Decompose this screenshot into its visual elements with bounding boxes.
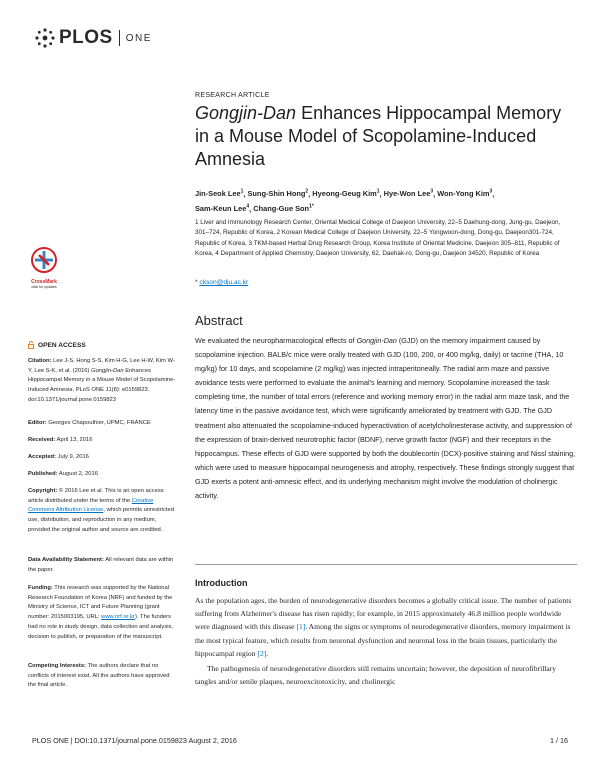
- abstract-text: We evaluated the neuropharmacological effects of Gongjin-Dan (GJD) on the memory impairment caused by scopolamine injection. BALB/c mice were orally treated with GJD (100, 200, or 400 mg/kg, daily) or tacrine (THA, 10 mg/kg) for 10 days, and scopolamine (2 mg/kg) was injected intraperitoneally. The radial arm maze and passive avoidance tests were performed to evaluate the animal's learning and memory. Scopolamine increased the task completing time, the number of total errors (reference and working memory error) in the radial arm maze task, and the latency time in the passive avoidance test, which were significantly ameliorated by treatment with GJD. The GJD treatment also attenuated the scopolamine-induced hyperactivation of acetylcholinesterase activity, and suppression of the expression of brain-derived neurotrophic factor (BDNF), nerve growth factor (NGF) and their receptors in the hippocampus. These effects of GJD were supported by both the doublecortin (DCX)-positive staining and Nissl staining, which were used to measure hippocampal neurogenesis and atrophy, respectively. These findings strongly suggest that GJD exerts a potent anti-amnesic effect, and its underlying mechanism might involve the modulation of cholinergic activity.: [195, 336, 576, 501]
- editor-block: Editor: Georges Chapouthier, UPMC, FRANCE: [28, 420, 151, 426]
- abstract-heading: Abstract: [195, 313, 243, 328]
- plos-one-logo[interactable]: [34, 26, 152, 50]
- open-lock-icon: [28, 341, 34, 349]
- published-block: Published: August 2, 2016: [28, 471, 98, 477]
- logo-word: PLOS: [59, 27, 113, 48]
- section-divider: [195, 564, 577, 565]
- funding-block: Funding: This research was supported by the National Research Foundation of Korea (NRF) and funded by the Ministry of Science, ICT and Future Planning (grant number: 2015003195, URL: www.nrf.re.kr). The funders had no role in study design, data collection and analysis, decision to publish, or preparation of the manuscript.: [28, 585, 174, 640]
- received-block: Received: April 13, 2016: [28, 437, 93, 443]
- author-name[interactable]: Chang-Gue Son$^{1*}$: [253, 203, 314, 214]
- article-title: [195, 102, 575, 171]
- logo-separator: [119, 30, 120, 46]
- logo-sub: ONE: [125, 32, 152, 44]
- citation-block: Citation: Lee J-S, Hong S-S, Kim H-G, Lee H-W, Kim W-Y, Lee S-K, et al. (2016) Gongjin-Dan Enhances Hippocampal Memory in a Mouse Model of Scopolamine-Induced Amnesia. PLoS ONE 11(8): e0159823. doi:10.1371/journal.pone.0159823: [28, 358, 176, 403]
- data-availability-block: Data Availability Statement: All relevant data are within the paper.: [28, 557, 174, 573]
- title-rest: Enhances Hippocampal Memory in a Mouse Model of Scopolamine-Induced Amnesia: [195, 103, 562, 169]
- author-name[interactable]: Sam-Keun Lee$^4$: [195, 203, 250, 214]
- crossmark-label: CrossMark: [31, 279, 57, 285]
- author-name[interactable]: Won-Yong Kim$^3$: [437, 189, 493, 199]
- author-list: Jin-Seok Lee$^1$, Sung-Shin Hong$^2$, Hyeong-Geug Kim$^1$, Hye-Won Lee$^3$, Won-Yong Kim$^3$, Sam-Keun Lee$^4$, Chang-Gue Son$^{1*}$: [195, 189, 495, 214]
- introduction-text: [195, 594, 577, 688]
- corresponding-email: * ckson@dju.ac.kr: [195, 279, 249, 286]
- open-access-badge: [28, 341, 86, 349]
- intro-paragraph: As the population ages, the burden of neurodegenerative disorders becomes a globally critical issue. The number of patients suffering from Alzheimer's disease has risen rapidly; for example, in 2015 approximately 46.8 million people worldwide were diagnosed with this disease [1]. Among the signs or symptoms of neurodegenerative disorders, memory impairment is the most typical feature, which results from neuronal dysfunction and neuronal loss in the brain tissues, particularly the hippocampal region [2].: [195, 596, 572, 658]
- crossmark-icon: [31, 247, 57, 273]
- title-italic: Gongjin-Dan: [195, 103, 297, 123]
- intro-paragraph: The pathogenesis of neurodegenerative disorders still remains uncertain; however, the deposition of neurofibrillary tangles and/or senile plaques, neuroexcitotoxicity, and cholinergic: [195, 664, 557, 687]
- author-name[interactable]: Hye-Won Lee$^3$: [383, 189, 434, 199]
- introduction-heading: Introduction: [195, 578, 248, 588]
- reference-link[interactable]: [2]: [257, 648, 267, 658]
- competing-interests-block: Competing Interests: The authors declare that no conflicts of interest exist. All the authors have approved the final article.: [28, 663, 170, 689]
- affiliations: 1 Liver and Immunology Research Center, Oriental Medical College of Daejeon University, 22–5 Daehung-dong, Jung-gu, Daejeon, 301–724, Republic of Korea, 2 Korean Medical College of Daejeon University, 22–5 Yongwoon-dong, Dong-gu, Daejeon301-724, Republic of Korea, 3 TKM-based Herbal Drug Research Group, Korea Institute of Oriental Medicine, Daejeon 305–811, Republic of Korea, 4 Department of Applied Chemistry, Daejeon University, 62, Daehak-ro, Dong-gu, Daejeon 34520, Republic of Korea: [195, 219, 561, 257]
- author-name[interactable]: Sung-Shin Hong$^2$: [247, 189, 309, 199]
- open-access-label: OPEN ACCESS: [38, 341, 86, 349]
- crossmark-badge[interactable]: [28, 247, 60, 289]
- crossmark-sub: click for updates: [31, 285, 57, 289]
- article-type: RESEARCH ARTICLE: [195, 92, 270, 99]
- license-link[interactable]: Creative Commons Attribution License: [28, 497, 154, 514]
- email-link[interactable]: ckson@dju.ac.kr: [199, 279, 249, 286]
- author-name[interactable]: Jin-Seok Lee$^1$: [195, 189, 244, 199]
- copyright-block: Copyright: © 2016 Lee et al. This is an open access article distributed under the terms of the Creative Commons Attribution License, which permits unrestricted use, distribution, and reproduction in any medium, provided the original author and source are credited.: [28, 488, 174, 533]
- plos-logo-icon: [34, 27, 56, 49]
- footer-citation: PLOS ONE | DOI:10.1371/journal.pone.0159823 August 2, 2016: [32, 736, 237, 745]
- accepted-block: Accepted: July 9, 2016: [28, 454, 89, 460]
- nrf-link[interactable]: www.nrf.re.kr: [101, 614, 135, 621]
- reference-link[interactable]: [1]: [296, 622, 306, 632]
- author-name[interactable]: Hyeong-Geug Kim$^1$: [312, 189, 380, 199]
- page-number: 1 / 16: [550, 736, 568, 745]
